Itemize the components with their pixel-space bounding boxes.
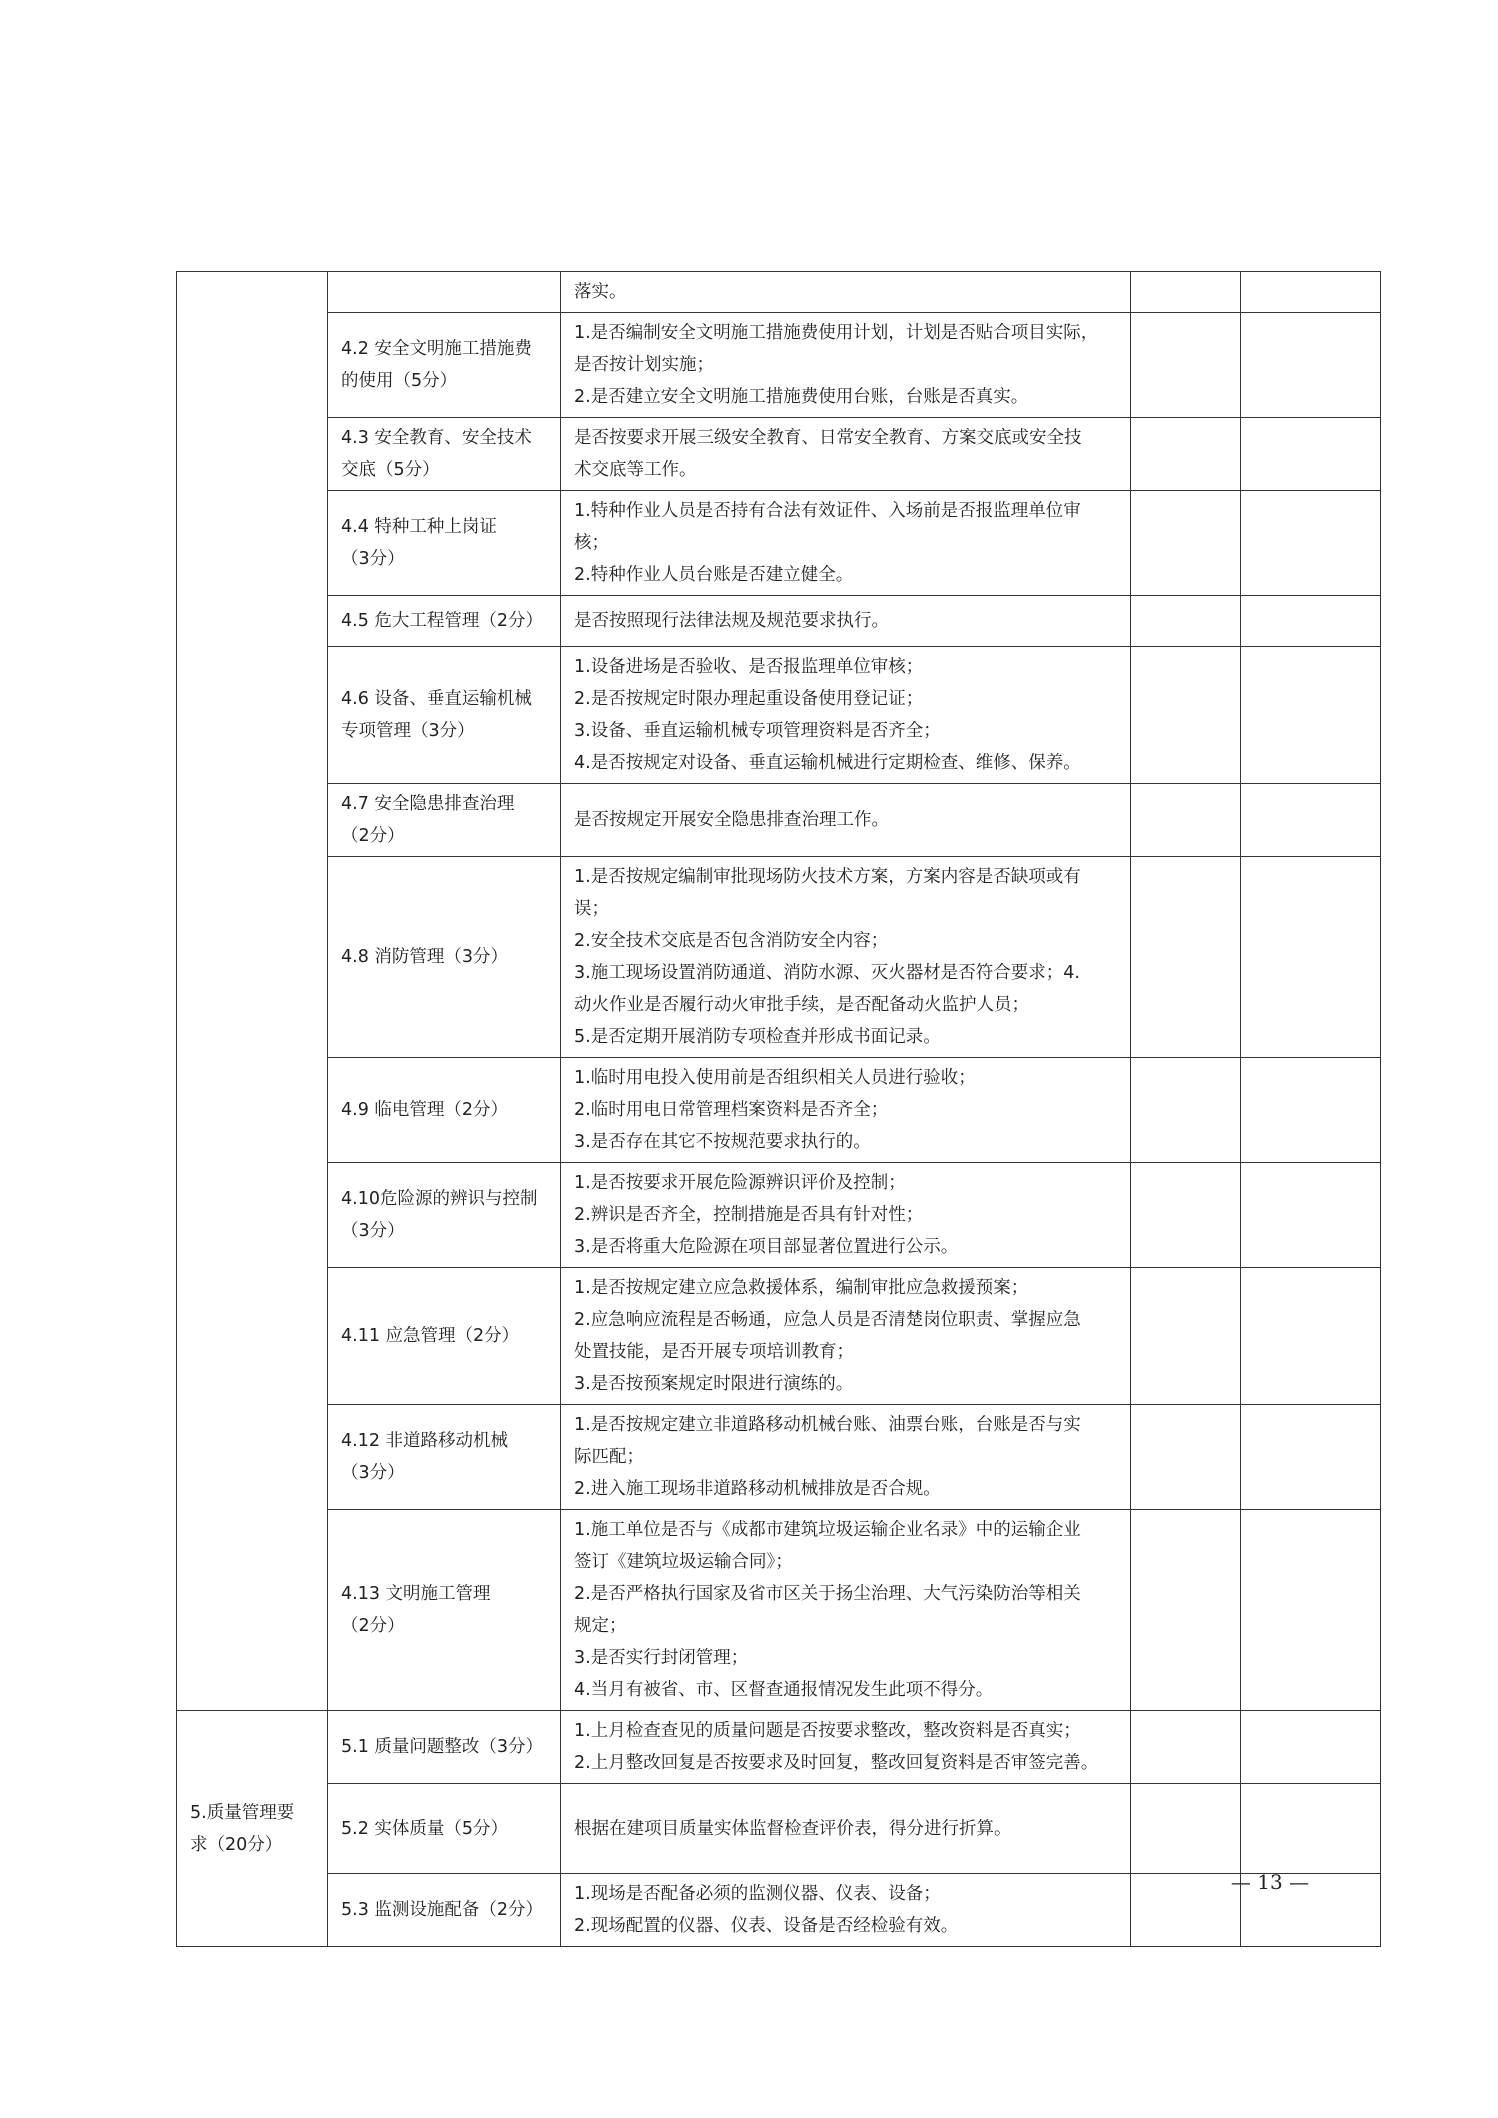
text-line: 规定； <box>574 1616 627 1636</box>
text-line: 求（20分） <box>190 1834 283 1855</box>
text-line: 是否按照现行法律法规及规范要求执行。 <box>574 611 889 631</box>
category-cell <box>177 272 328 1711</box>
item-cell <box>328 784 561 857</box>
remark-cell <box>1241 596 1381 647</box>
text-line: 4.5 危大工程管理（2分） <box>341 611 544 631</box>
text-line: （3分） <box>341 1221 405 1241</box>
text-line: 4.3 安全教育、安全技术 <box>341 428 532 448</box>
item-cell <box>328 857 561 1058</box>
text-line: 3.施工现场设置消防通道、消防水源、灭火器材是否符合要求；4. <box>574 963 1080 983</box>
table-row <box>177 1874 1381 1947</box>
text-line: （2分） <box>341 1616 405 1636</box>
text-line: 术交底等工作。 <box>574 460 697 480</box>
table-row <box>177 596 1381 647</box>
text-line: 1.上月检查查见的质量问题是否按要求整改，整改资料是否真实； <box>574 1721 1081 1741</box>
item-cell <box>328 1874 561 1947</box>
text-line: 4.11 应急管理（2分） <box>341 1326 520 1346</box>
requirement-cell <box>561 1163 1131 1268</box>
text-line: 2.是否按规定时限办理起重设备使用登记证； <box>574 689 924 709</box>
score-cell <box>1131 784 1241 857</box>
text-line: 动火作业是否履行动火审批手续，是否配备动火监护人员； <box>574 995 1029 1015</box>
score-cell <box>1131 1058 1241 1163</box>
text-line: 3.是否实行封闭管理； <box>574 1648 749 1668</box>
text-line: 4.13 文明施工管理 <box>341 1584 491 1604</box>
remark-cell <box>1241 1163 1381 1268</box>
text-line: 2.现场配置的仪器、仪表、设备是否经检验有效。 <box>574 1916 959 1936</box>
text-line: 是否按计划实施； <box>574 355 714 375</box>
text-line: 4.是否按规定对设备、垂直运输机械进行定期检查、维修、保养。 <box>574 753 1081 773</box>
remark-cell <box>1241 1405 1381 1510</box>
text-line: 2.上月整改回复是否按要求及时回复，整改回复资料是否审签完善。 <box>574 1753 1099 1773</box>
table-row <box>177 1163 1381 1268</box>
text-line: 1.特种作业人员是否持有合法有效证件、入场前是否报监理单位审 <box>574 501 1081 521</box>
item-cell <box>328 1784 561 1874</box>
text-line: 是否按要求开展三级安全教育、日常安全教育、方案交底或安全技 <box>574 428 1082 448</box>
item-cell <box>328 1268 561 1405</box>
text-line: 4.4 特种工种上岗证 <box>341 517 497 537</box>
remark-cell <box>1241 857 1381 1058</box>
remark-cell <box>1241 491 1381 596</box>
page-number: — 13 — <box>1230 1870 1310 1894</box>
score-cell <box>1131 596 1241 647</box>
text-line: 5.3 监测设施配备（2分） <box>341 1900 544 1920</box>
table-row <box>177 647 1381 784</box>
requirement-cell <box>561 491 1131 596</box>
text-line: 误； <box>574 899 609 919</box>
score-cell <box>1131 491 1241 596</box>
text-line: 2.特种作业人员台账是否建立健全。 <box>574 565 854 585</box>
requirement-cell <box>561 1874 1131 1947</box>
remark-cell <box>1241 784 1381 857</box>
score-cell <box>1131 1784 1241 1874</box>
table-row <box>177 313 1381 418</box>
text-line: 签订《建筑垃圾运输合同》； <box>574 1552 793 1572</box>
requirement-cell <box>561 1058 1131 1163</box>
text-line: 4.6 设备、垂直运输机械 <box>341 689 532 709</box>
text-line: 4.2 安全文明施工措施费 <box>341 339 532 359</box>
text-line: 1.是否按要求开展危险源辨识评价及控制； <box>574 1173 906 1193</box>
requirement-cell <box>561 1510 1131 1711</box>
item-cell <box>328 491 561 596</box>
requirement-cell <box>561 857 1131 1058</box>
text-line: 1.现场是否配备必须的监测仪器、仪表、设备； <box>574 1884 941 1904</box>
text-line: 5.质量管理要 <box>190 1802 295 1823</box>
text-line: （3分） <box>341 549 405 569</box>
requirement-cell <box>561 1405 1131 1510</box>
remark-cell <box>1241 1268 1381 1405</box>
text-line: 5.2 实体质量（5分） <box>341 1818 509 1839</box>
evaluation-table <box>176 271 1381 1947</box>
text-line: 4.当月有被省、市、区督查通报情况发生此项不得分。 <box>574 1680 994 1700</box>
remark-cell <box>1241 1784 1381 1874</box>
text-line: 1.是否按规定编制审批现场防火技术方案，方案内容是否缺项或有 <box>574 867 1081 887</box>
remark-cell <box>1241 313 1381 418</box>
text-line: 际匹配； <box>574 1447 644 1467</box>
table-row <box>177 1058 1381 1163</box>
text-line: 3.是否存在其它不按规范要求执行的。 <box>574 1132 871 1152</box>
table-row <box>177 1405 1381 1510</box>
remark-cell <box>1241 1510 1381 1711</box>
text-line: 3.是否按预案规定时限进行演练的。 <box>574 1374 854 1394</box>
item-cell <box>328 1058 561 1163</box>
text-line: 是否按规定开展安全隐患排查治理工作。 <box>574 810 889 830</box>
item-cell <box>328 1510 561 1711</box>
remark-cell <box>1241 1711 1381 1784</box>
remark-cell <box>1241 272 1381 313</box>
requirement-cell <box>561 313 1131 418</box>
text-line: 5.1 质量问题整改（3分） <box>341 1737 544 1757</box>
text-line: （3分） <box>341 1463 405 1483</box>
text-line: 5.是否定期开展消防专项检查并形成书面记录。 <box>574 1027 941 1047</box>
text-line: 2.是否建立安全文明施工措施费使用台账，台账是否真实。 <box>574 387 1029 407</box>
category-cell-quality <box>177 1711 328 1947</box>
text-line: 3.是否将重大危险源在项目部显著位置进行公示。 <box>574 1237 959 1257</box>
text-line: 1.是否按规定建立非道路移动机械台账、油票台账，台账是否与实 <box>574 1415 1081 1435</box>
text-line: 核； <box>574 533 609 553</box>
score-cell <box>1131 857 1241 1058</box>
requirement-cell <box>561 272 1131 313</box>
text-line: 2.应急响应流程是否畅通，应急人员是否清楚岗位职责、掌握应急 <box>574 1310 1081 1330</box>
table-row <box>177 1711 1381 1784</box>
requirement-cell <box>561 1711 1131 1784</box>
text-line: 处置技能，是否开展专项培训教育； <box>574 1342 854 1362</box>
text-line: 1.是否按规定建立应急救援体系，编制审批应急救援预案； <box>574 1278 1029 1298</box>
table-row <box>177 272 1381 313</box>
text-line: 3.设备、垂直运输机械专项管理资料是否齐全； <box>574 721 941 741</box>
text-line: 1.临时用电投入使用前是否组织相关人员进行验收； <box>574 1068 976 1088</box>
item-cell <box>328 418 561 491</box>
text-line: 1.施工单位是否与《成都市建筑垃圾运输企业名录》中的运输企业 <box>574 1520 1081 1540</box>
requirement-cell <box>561 1268 1131 1405</box>
item-cell <box>328 272 561 313</box>
text-line: 1.设备进场是否验收、是否报监理单位审核； <box>574 657 924 677</box>
score-cell <box>1131 272 1241 313</box>
text-line: 2.进入施工现场非道路移动机械排放是否合规。 <box>574 1479 941 1499</box>
table-row <box>177 1510 1381 1711</box>
remark-cell <box>1241 647 1381 784</box>
text-line: 根据在建项目质量实体监督检查评价表，得分进行折算。 <box>574 1818 1012 1839</box>
text-line: 4.9 临电管理（2分） <box>341 1100 509 1120</box>
requirement-cell <box>561 596 1131 647</box>
item-cell <box>328 647 561 784</box>
item-cell <box>328 313 561 418</box>
text-line: 4.8 消防管理（3分） <box>341 947 509 967</box>
score-cell <box>1131 1405 1241 1510</box>
remark-cell <box>1241 1058 1381 1163</box>
score-cell <box>1131 647 1241 784</box>
requirement-cell <box>561 1784 1131 1874</box>
item-cell <box>328 1163 561 1268</box>
text-line: 落实。 <box>574 282 627 302</box>
text-line: 4.7 安全隐患排查治理 <box>341 794 515 814</box>
text-line: 1.是否编制安全文明施工措施费使用计划，计划是否贴合项目实际， <box>574 323 1099 343</box>
remark-cell <box>1241 418 1381 491</box>
score-cell <box>1131 1510 1241 1711</box>
item-cell <box>328 596 561 647</box>
score-cell <box>1131 418 1241 491</box>
table-row <box>177 1784 1381 1874</box>
requirement-cell <box>561 418 1131 491</box>
table-row <box>177 857 1381 1058</box>
item-cell <box>328 1711 561 1784</box>
text-line: （2分） <box>341 826 405 846</box>
requirement-cell <box>561 647 1131 784</box>
score-cell <box>1131 1711 1241 1784</box>
score-cell <box>1131 1268 1241 1405</box>
score-cell <box>1131 1163 1241 1268</box>
table-row <box>177 491 1381 596</box>
score-cell <box>1131 313 1241 418</box>
requirement-cell <box>561 784 1131 857</box>
text-line: 专项管理（3分） <box>341 721 475 741</box>
item-cell <box>328 1405 561 1510</box>
text-line: 2.辨识是否齐全，控制措施是否具有针对性； <box>574 1205 924 1225</box>
text-line: 4.12 非道路移动机械 <box>341 1431 509 1451</box>
table-row <box>177 784 1381 857</box>
table-row <box>177 418 1381 491</box>
text-line: 2.安全技术交底是否包含消防安全内容； <box>574 931 889 951</box>
text-line: 4.10危险源的辨识与控制 <box>341 1189 538 1209</box>
text-line: 2.临时用电日常管理档案资料是否齐全； <box>574 1100 889 1120</box>
text-line: 交底（5分） <box>341 460 440 480</box>
text-line: 的使用（5分） <box>341 371 458 391</box>
table-row <box>177 1268 1381 1405</box>
text-line: 2.是否严格执行国家及省市区关于扬尘治理、大气污染防治等相关 <box>574 1584 1081 1604</box>
